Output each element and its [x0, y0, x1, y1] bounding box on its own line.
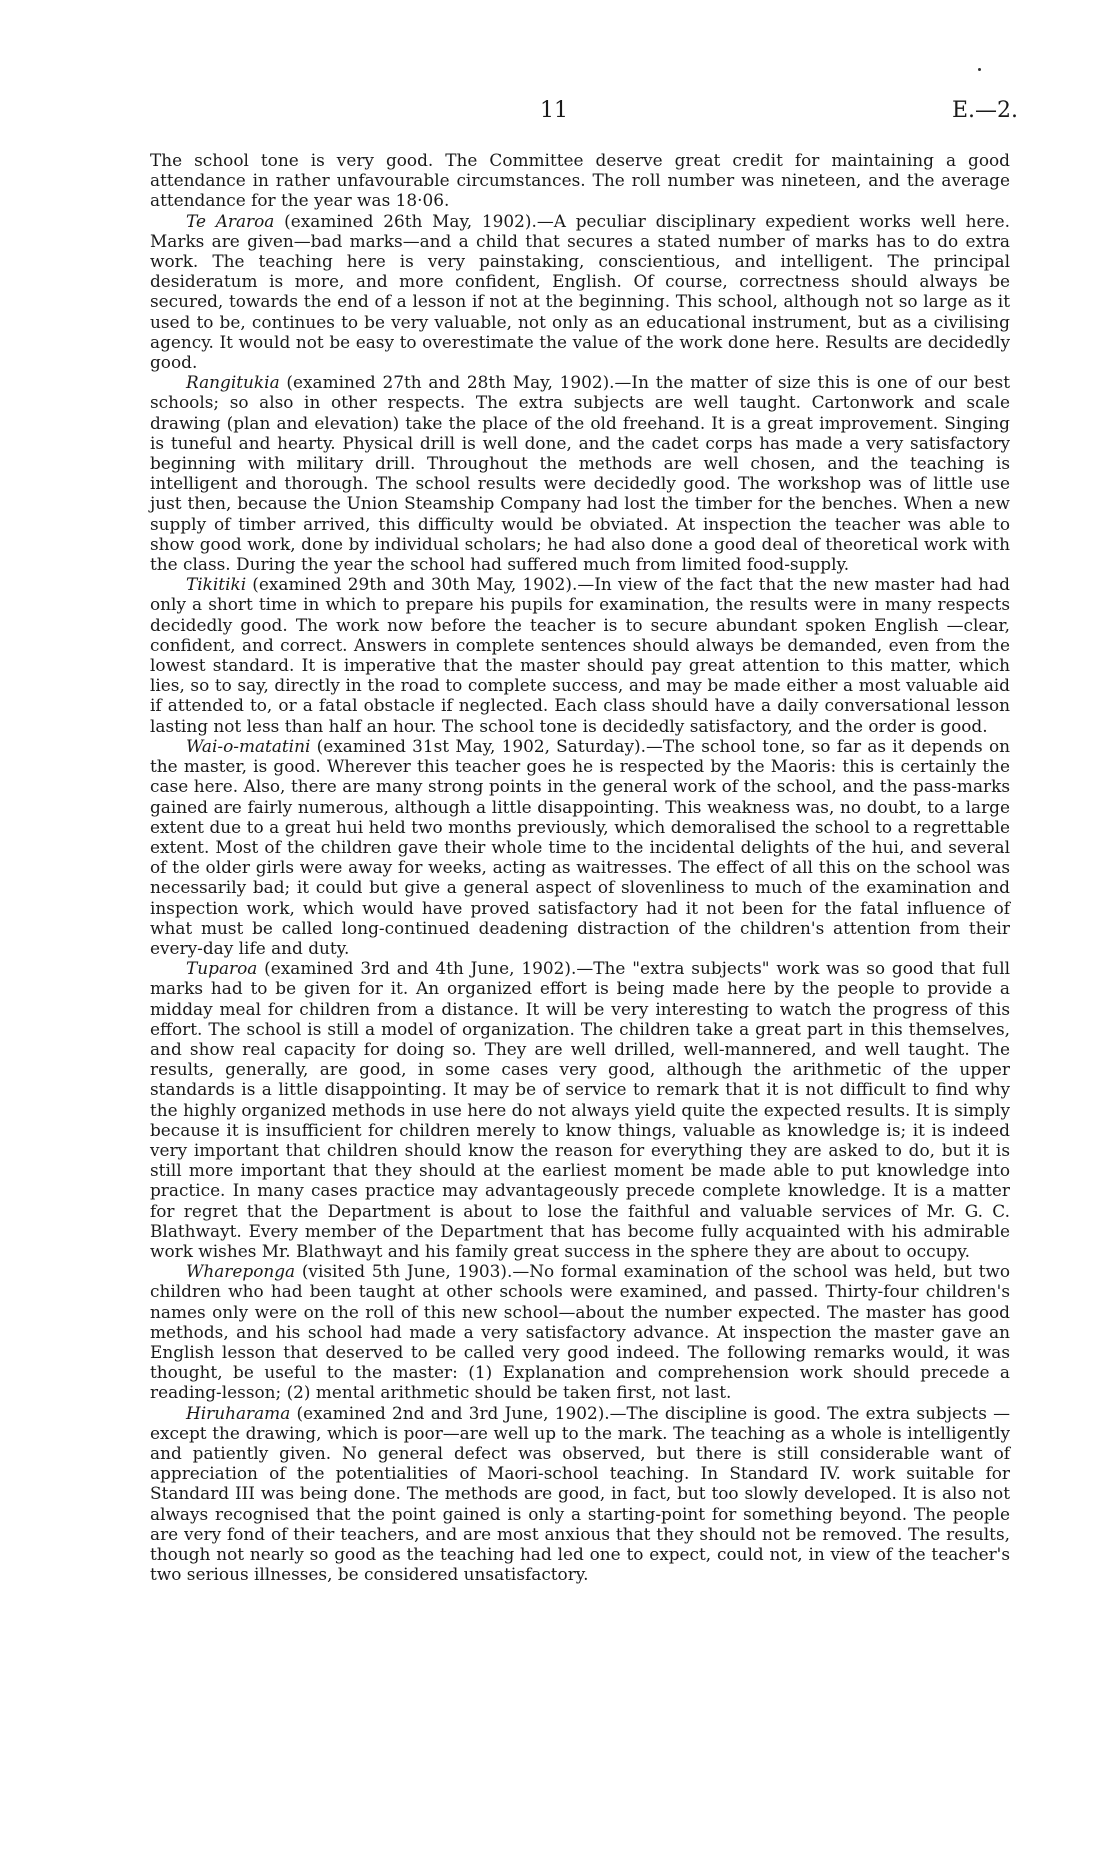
- paragraph-text: (examined 3rd and 4th June, 1902).—The "extra subjects" work was so good that full marks had to be given for it. An organized effort is being made here by the people to provide a midday meal for children from a distance. It will be very interesting to watch the progress of this effort. The school is still a model of organization. The children take a great part in this themselves, and show real capacity for doing so. They are well drilled, well-mannered, and well taught. The results, generally, are good, in some cases very good, although the arithmetic of the upper standards is a little disappointing. It may be of service to remark that it is not difficult to find why the highly organized methods in use here do not always yield quite the expected results. It is simply because it is insufficient for children merely to know things, valuable as knowledge is; it is indeed very important that children should know the reason for everything they are asked to do, but it is still more important that they should at the earliest moment be made able to put knowledge into practice. In many cases practice may advantageously precede complete knowledge. It is a matter for regret that the Department is about to lose the faithful and valuable services of Mr. G. C. Blathwayt. Every member of the Department that has become fully acquainted with his admirable work wishes Mr. Blathwayt and his family great success in the sphere they are about to occupy.: [150, 958, 1010, 1261]
- paragraph-text: (examined 29th and 30th May, 1902).—In view of the fact that the new master had had only a short time in which to prepare his pupils for examination, the results were in many respects decidedly good. The work now before the teacher is to secure abundant spoken English —clear, confident, and correct. Answers in complete sentences should always be demanded, even from the lowest standard. It is imperative that the master should pay great attention to this matter, which lies, so to say, directly in the road to complete success, and may be made either a most valuable aid if attended to, or a fatal obstacle if neglected. Each class should have a daily conversational lesson lasting not less than half an hour. The school tone is decidedly satisfactory, and the order is good.: [150, 574, 1010, 736]
- school-name: Tuparoa: [186, 958, 258, 979]
- document-code: E.—2.: [951, 98, 1018, 123]
- school-name: Wai-o-matatini: [186, 735, 311, 756]
- paragraph-rangitukia: [150, 372, 1010, 574]
- paragraph-wai-o-matatini: [150, 736, 1010, 958]
- school-name: Tikitiki: [186, 574, 247, 595]
- paragraph-text: (examined 31st May, 1902, Saturday).—The school tone, so far as it depends on the master, is good. Wherever this teacher goes he is respected by the Maoris: this is certainly the case here. Also, there are many strong points in the general work of the school, and the pass-marks gained are fairly numerous, although a little disappointing. This weakness was, no doubt, to a large extent due to a great hui held two months previously, which demoralised the school to a regrettable extent. Most of the children gave their whole time to the incidental delights of the hui, and several of the older girls were away for weeks, acting as waitresses. The effect of all this on the school was necessarily bad; it could but give a general aspect of slovenliness to much of the examination and inspection work, which would have proved satisfactory had it not been for the fatal influence of what must be called long-continued deadening distraction of the children's attention from their every-day life and duty.: [150, 735, 1010, 958]
- body-text: [150, 150, 1010, 1584]
- school-name: Rangitukia: [186, 372, 280, 393]
- print-speck: [978, 68, 981, 71]
- page-number: 11: [540, 98, 568, 123]
- paragraph-whareponga: [150, 1261, 1010, 1402]
- paragraph-text: The school tone is very good. The Committee deserve great credit for maintaining a good attendance in rather unfavourable circumstances. The roll number was nineteen, and the average attendance for the year was 18·06.: [150, 150, 1010, 211]
- paragraph-text: (examined 2nd and 3rd June, 1902).—The discipline is good. The extra subjects —except the drawing, which is poor—are well up to the mark. The teaching as a whole is intelligently and patiently given. No general defect was observed, but there is still considerable want of appreciation of the potentialities of Maori-school teaching. In Standard IV. work suitable for Standard III was being done. The methods are good, in fact, but too slowly developed. It is also not always recognised that the point gained is only a starting-point for something beyond. The people are very fond of their teachers, and are most anxious that they should not be removed. The results, though not nearly so good as the teaching had led one to expect, could not, in view of the teacher's two serious illnesses, be considered unsatisfactory.: [150, 1402, 1010, 1585]
- paragraph-intro: [150, 150, 1010, 211]
- paragraph-hiruharama: [150, 1403, 1010, 1585]
- paragraph-text: (examined 26th May, 1902).—A peculiar disciplinary expedient works well here. Marks are given—bad marks—and a child that secures a stated number of marks has to do extra work. The teaching here is very painstaking, conscientious, and intelligent. The principal desideratum is more, and more confident, English. Of course, correctness should always be secured, towards the end of a lesson if not at the beginning. This school, although not so large as it used to be, continues to be very valuable, not only as an educational instrument, but as a civilising agency. It would not be easy to overestimate the value of the work done here. Results are decidedly good.: [150, 210, 1010, 373]
- paragraph-text: (visited 5th June, 1903).—No formal examination of the school was held, but two children who had been taught at other schools were examined, and passed. Thirty-four children's names only were on the roll of this new school—about the number expected. The master has good methods, and his school had made a very satisfactory advance. At inspection the master gave an English lesson that deserved to be called very good indeed. The following remarks would, it was thought, be useful to the master: (1) Explanation and comprehension work should precede a reading-lesson; (2) mental arithmetic should be taken first, not last.: [150, 1261, 1010, 1403]
- paragraph-te-araroa: [150, 211, 1010, 373]
- paragraph-text: (examined 27th and 28th May, 1902).—In the matter of size this is one of our best schools; so also in other respects. The extra subjects are well taught. Cartonwork and scale drawing (plan and elevation) take the place of the old freehand. It is a great improvement. Singing is tuneful and hearty. Physical drill is well done, and the cadet corps has made a very satisfactory beginning with military drill. Throughout the methods are well chosen, and the teaching is intelligent and thorough. The school results were decidedly good. The workshop was of little use just then, because the Union Steamship Company had lost the timber for the benches. When a new supply of timber arrived, this difficulty would be obviated. At inspection the teacher was able to show good work, done by individual scholars; he had also done a good deal of theoretical work with the class. During the year the school had suffered much from limited food-supply.: [150, 372, 1010, 575]
- paragraph-tuparoa: [150, 958, 1010, 1261]
- school-name: Te Araroa: [186, 210, 275, 231]
- school-name: Whareponga: [186, 1261, 296, 1282]
- school-name: Hiruharama: [186, 1402, 291, 1423]
- paragraph-tikitiki: [150, 574, 1010, 736]
